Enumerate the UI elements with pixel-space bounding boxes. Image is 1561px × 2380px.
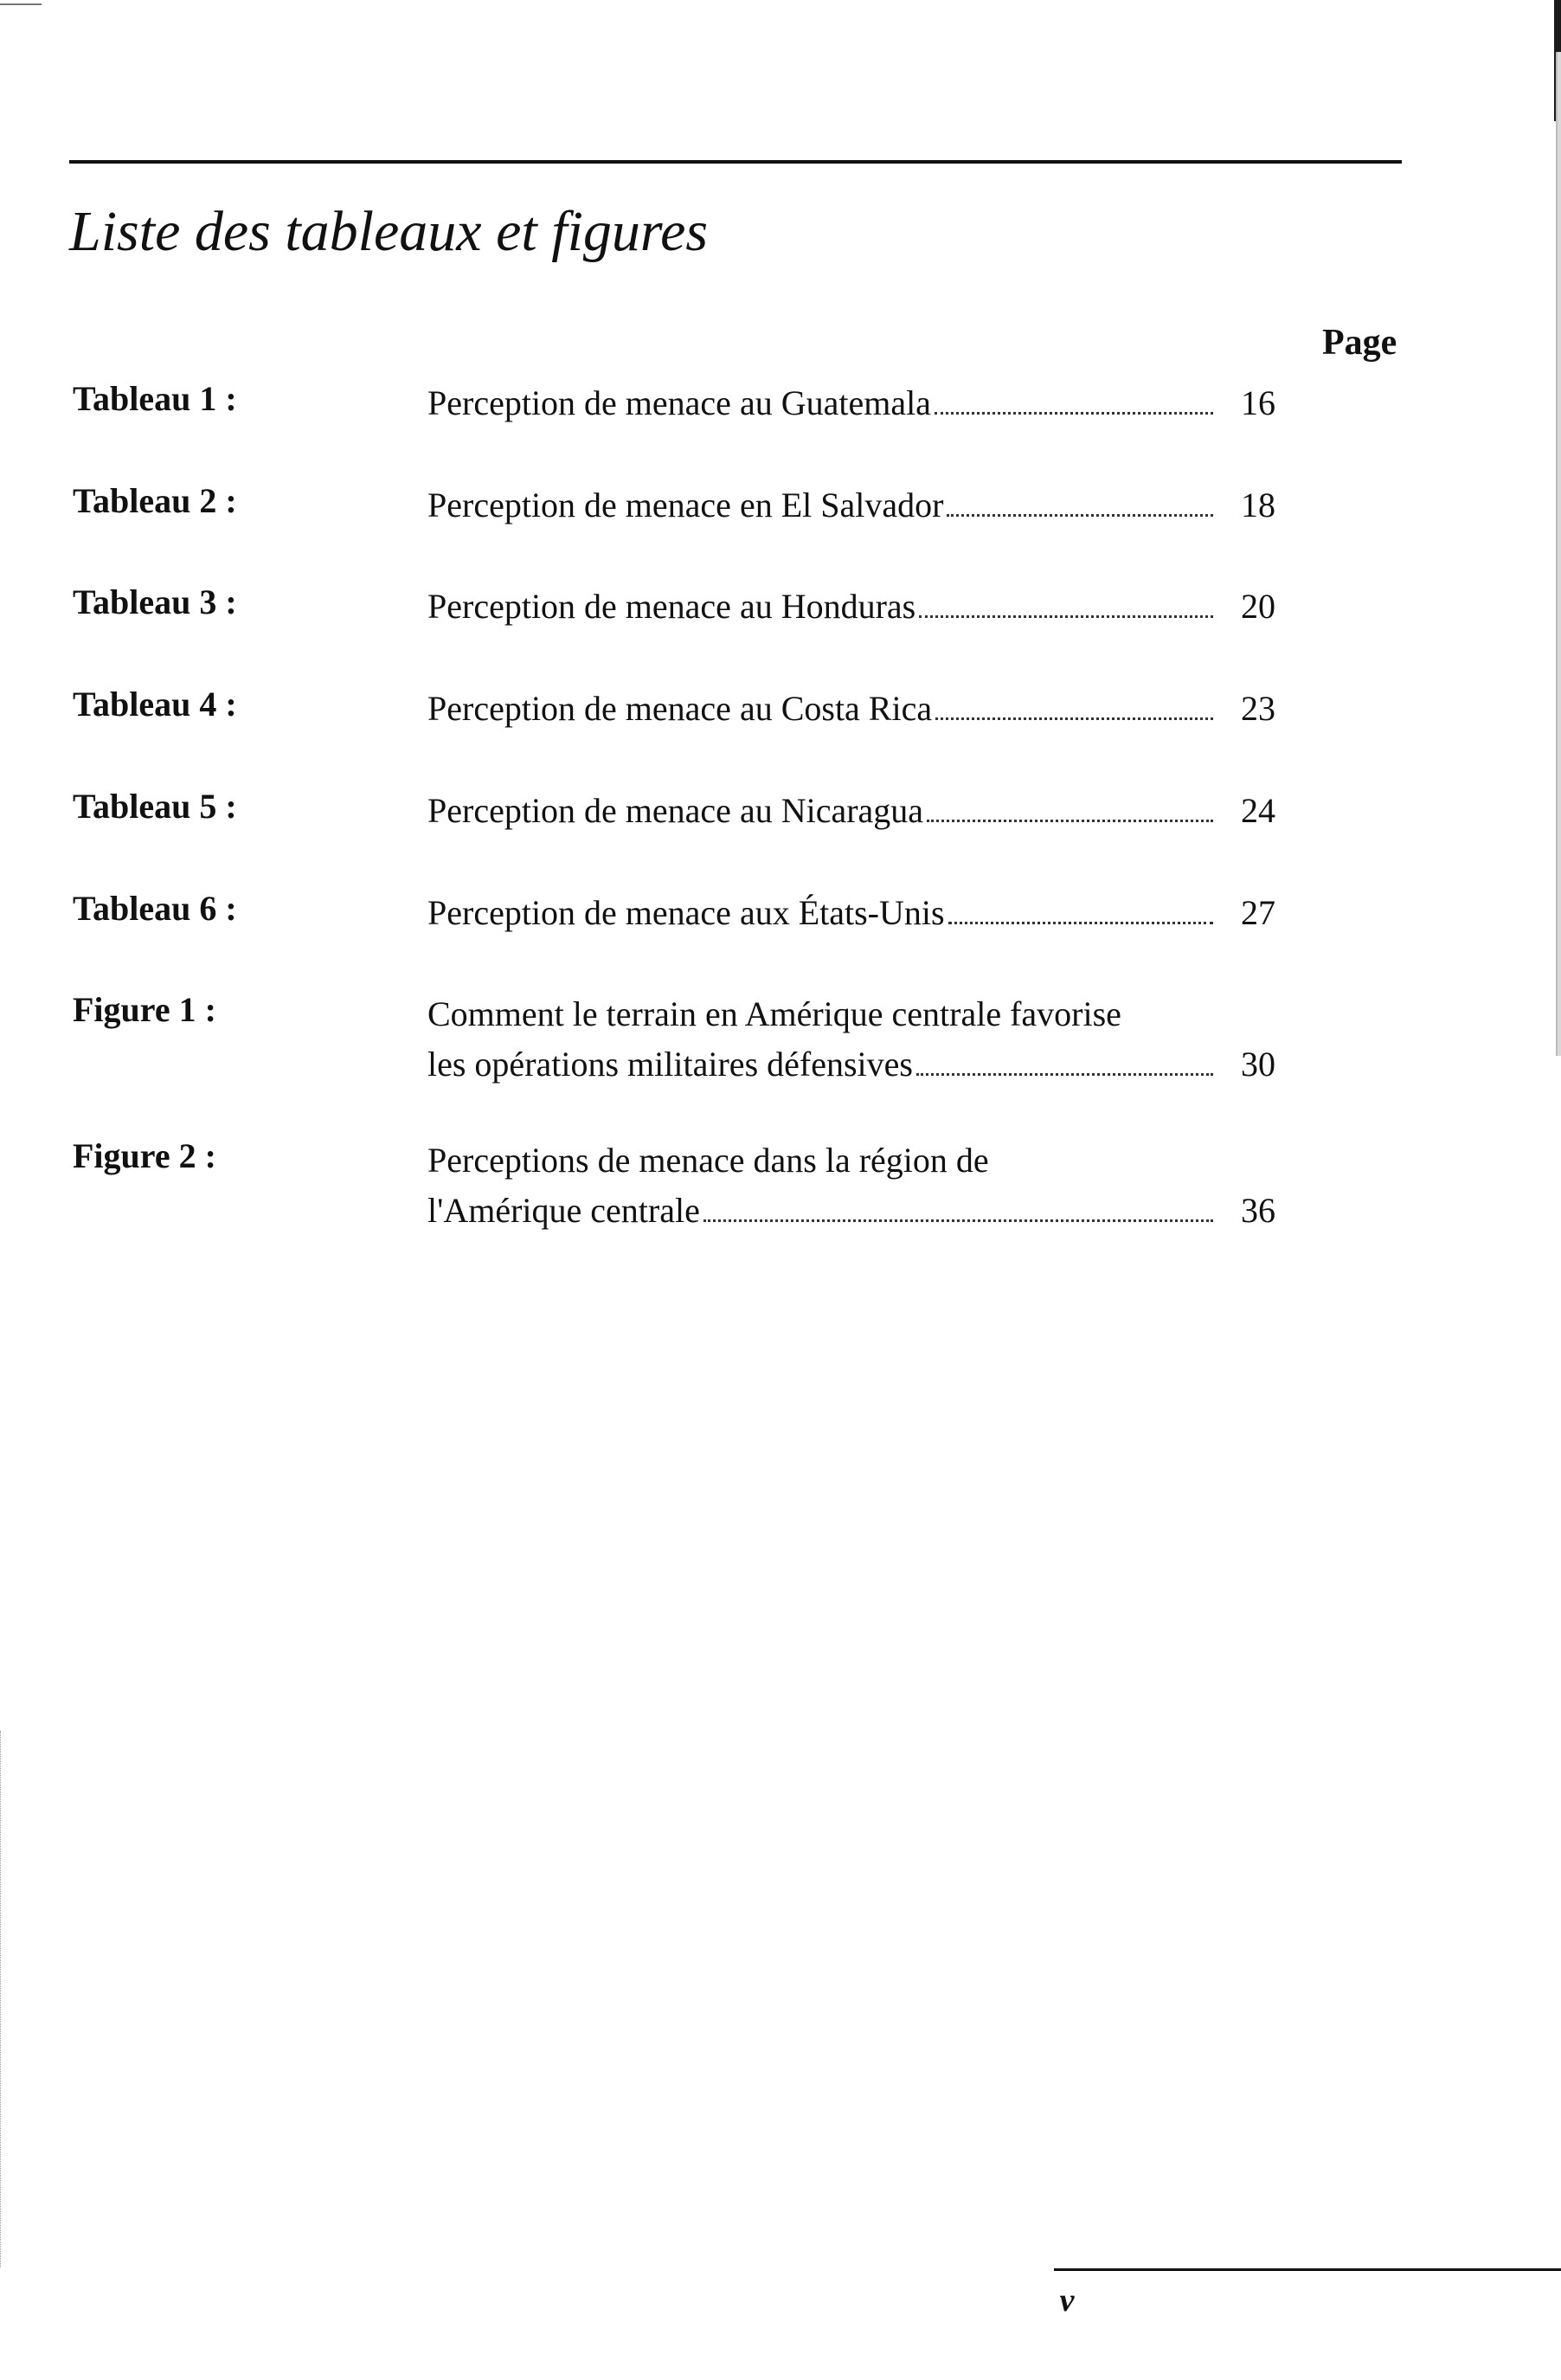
entry-title xyxy=(427,1135,1293,1236)
entry-page-number: 36 xyxy=(1241,1191,1275,1230)
entry-label: Tableau 5 : xyxy=(73,787,237,826)
scan-artifact-top-left xyxy=(0,3,42,5)
dot-leader xyxy=(947,514,1213,517)
dot-leader xyxy=(916,1073,1213,1076)
entry-label: Figure 2 : xyxy=(73,1136,216,1175)
entry-title xyxy=(427,378,1293,428)
entry-title-text: Comment le terrain en Amérique centrale favorise xyxy=(427,994,1121,1033)
entry-page-number: 20 xyxy=(1241,587,1275,626)
entry-title-text: Perception de menace au Nicaragua xyxy=(427,791,924,830)
dot-leader xyxy=(927,820,1213,822)
entry-title-text: Perception de menace en El Salvador xyxy=(427,486,944,524)
dot-leader xyxy=(935,412,1213,415)
page-title: Liste des tableaux et figures xyxy=(69,200,709,263)
entry-title xyxy=(427,888,1293,938)
page-column-header: Page xyxy=(1322,323,1397,363)
entry-title-text: les opérations militaires défensives xyxy=(427,1045,913,1084)
entry-label: Figure 1 : xyxy=(73,990,216,1029)
entry-label: Tableau 4 : xyxy=(73,685,237,724)
entry-page-number: 30 xyxy=(1241,1045,1275,1084)
dot-leader xyxy=(919,615,1213,618)
entry-title-text: Perception de menace au Costa Rica xyxy=(427,689,933,728)
entry-label: Tableau 3 : xyxy=(73,582,237,621)
entry-title xyxy=(427,786,1293,836)
top-rule xyxy=(69,160,1402,164)
entry-label: Tableau 2 : xyxy=(73,481,237,520)
dot-leader xyxy=(703,1219,1213,1222)
entry-title-text: Perceptions de menace dans la région de xyxy=(427,1141,989,1180)
entry-title-text: Perception de menace au Honduras xyxy=(427,587,916,626)
dot-leader xyxy=(935,717,1213,720)
entry-title-text: l'Amérique centrale xyxy=(427,1191,700,1230)
entry-title-text: Perception de menace aux États-Unis xyxy=(427,893,945,932)
entry-title xyxy=(427,582,1293,632)
entry-title-text: Perception de menace au Guatemala xyxy=(427,383,931,422)
entry-label: Tableau 1 : xyxy=(73,379,237,418)
entry-page-number: 16 xyxy=(1241,383,1275,422)
entry-title xyxy=(427,989,1293,1090)
entry-title xyxy=(427,480,1293,531)
entry-page-number: 24 xyxy=(1241,791,1275,830)
entry-page-number: 18 xyxy=(1241,486,1275,524)
dot-leader xyxy=(948,922,1213,924)
bottom-rule xyxy=(1054,2268,1561,2271)
page-folio: v xyxy=(1059,2282,1075,2319)
entry-page-number: 23 xyxy=(1241,689,1275,728)
entry-page-number: 27 xyxy=(1241,893,1275,932)
entry-title xyxy=(427,684,1293,734)
scan-artifact-left-edge xyxy=(0,1731,2,2267)
entry-label: Tableau 6 : xyxy=(73,889,237,928)
scan-artifact-right-edge xyxy=(1556,52,1561,1056)
